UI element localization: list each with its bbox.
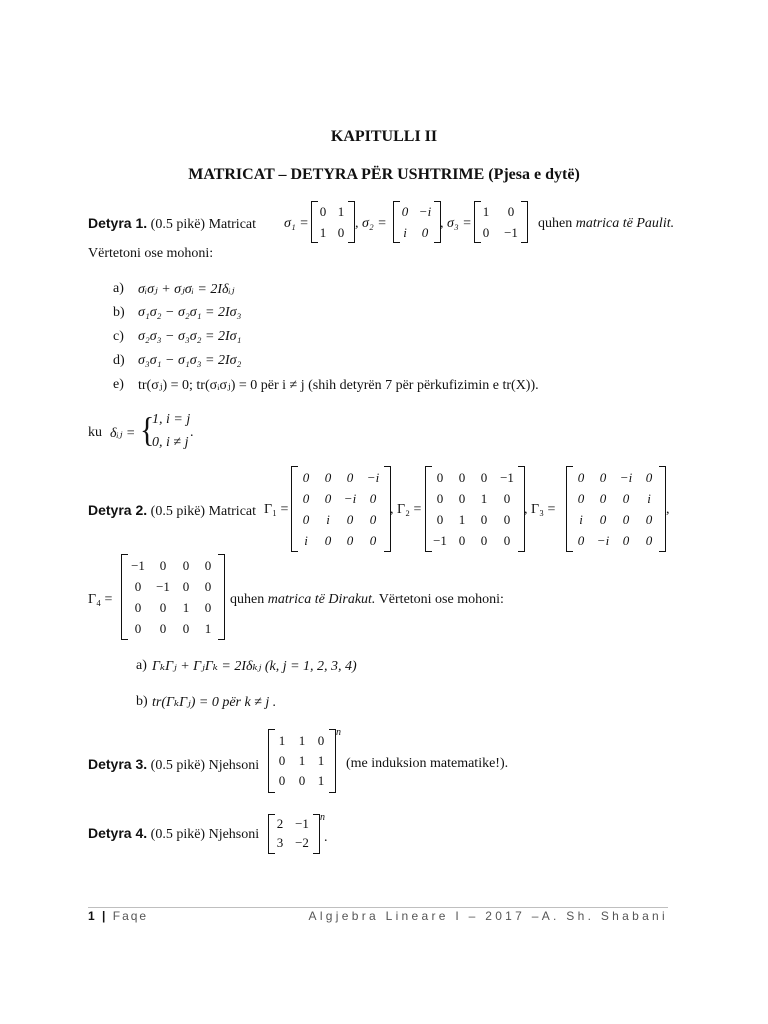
d1-quhen xyxy=(538,216,674,232)
matrix-cell: 0 xyxy=(159,621,167,636)
matrix-cell: 0 xyxy=(346,470,354,485)
matrix-cell: −i xyxy=(619,470,633,485)
d1-item-label: e) xyxy=(113,377,124,392)
matrix-cell: i xyxy=(326,512,330,527)
matrix-d3 xyxy=(268,729,336,795)
matrix-sigma3 xyxy=(474,201,528,245)
matrix-cell: i xyxy=(579,512,583,527)
d3-label: Detyra 3. xyxy=(88,756,148,772)
sigma2-lhs: , σ₂ = xyxy=(355,216,387,231)
matrix-sigma1 xyxy=(311,201,355,245)
left-brace-icon: { xyxy=(140,411,155,450)
gamma3-comma: , xyxy=(666,502,670,517)
section-title: MATRICAT – DETYRA PËR USHTRIME (Pjesa e dytë) xyxy=(188,166,580,183)
matrix-cell: 0 xyxy=(645,512,653,527)
d2-points: (0.5 pikë) xyxy=(150,504,206,519)
d4-tail: . xyxy=(324,830,328,845)
d2-label: Detyra 2. xyxy=(88,502,148,518)
matrix-cell: 1 xyxy=(182,600,190,615)
matrix-cell: 0 xyxy=(577,491,585,506)
d1-item-formula: σᵢσⱼ + σⱼσᵢ = 2Iδᵢⱼ xyxy=(138,282,235,297)
matrix-cell: 0 xyxy=(599,491,607,506)
matrix-cell: 1 xyxy=(317,773,325,788)
gamma4-lhs: Γ₄ = xyxy=(88,592,113,607)
matrix-cell: 0 xyxy=(577,533,585,548)
matrix-gamma2 xyxy=(425,466,525,554)
matrix-cell: 0 xyxy=(480,512,488,527)
matrix-cell: 0 xyxy=(503,533,511,548)
footer-divider xyxy=(88,907,668,908)
matrix-sigma2 xyxy=(393,201,441,245)
page-number: 1 xyxy=(88,909,97,923)
d1-item-label: b) xyxy=(113,305,125,320)
matrix-cell: −1 xyxy=(500,470,514,485)
gamma2-lhs: , Γ₂ = xyxy=(390,502,422,517)
matrix-cell: −2 xyxy=(295,835,309,850)
matrix-cell: −i xyxy=(596,533,610,548)
matrix-cell: 0 xyxy=(482,225,490,240)
matrix-cell: 1 xyxy=(317,753,325,768)
matrix-cell: 0 xyxy=(317,733,325,748)
d2-item-formula: tr(ΓₖΓⱼ) = 0 për k ≠ j . xyxy=(152,695,277,710)
matrix-gamma1 xyxy=(291,466,391,554)
matrix-cell: 0 xyxy=(507,204,515,219)
matrix-cell: −i xyxy=(418,204,432,219)
matrix-gamma3 xyxy=(566,466,666,554)
matrix-cell: −1 xyxy=(433,533,447,548)
matrix-cell: 0 xyxy=(503,512,511,527)
matrix-cell: 0 xyxy=(302,491,310,506)
matrix-cell: 0 xyxy=(134,600,142,615)
d3-points: (0.5 pikë) xyxy=(150,758,206,773)
d1-item-label: d) xyxy=(113,353,125,368)
matrix-cell: 0 xyxy=(645,533,653,548)
matrix-cell: 0 xyxy=(324,470,332,485)
matrix-cell: 0 xyxy=(622,533,630,548)
exponent-n: n xyxy=(320,812,325,823)
matrix-cell: 0 xyxy=(134,621,142,636)
d1-heading xyxy=(88,215,256,233)
matrix-cell: 2 xyxy=(276,816,284,831)
d2-item-label: b) xyxy=(136,694,148,709)
sigma1-lhs: σ₁ = xyxy=(284,216,309,231)
matrix-cell: 0 xyxy=(324,533,332,548)
matrix-cell: 3 xyxy=(276,835,284,850)
exponent-n: n xyxy=(336,727,341,738)
matrix-cell: 0 xyxy=(346,512,354,527)
d2-prompt: Vërtetoni ose mohoni: xyxy=(378,592,504,607)
matrix-cell: 0 xyxy=(645,470,653,485)
d2-item-label: a) xyxy=(136,658,147,673)
matrix-d4 xyxy=(268,814,320,856)
d1-points: (0.5 pikë) xyxy=(150,217,206,232)
matrix-cell: −1 xyxy=(295,816,309,831)
d1-item-formula: σ₂σ₃ − σ₃σ₂ = 2Iσ₁ xyxy=(138,329,242,344)
d4-lead: Njehsoni xyxy=(208,827,260,842)
footer-separator: | xyxy=(102,909,108,923)
matrix-cell: 0 xyxy=(369,512,377,527)
matrix-cell: 0 xyxy=(278,753,286,768)
matrix-cell: 0 xyxy=(599,470,607,485)
footer-right: Algjebra Lineare I – 2017 –A. Sh. Shabani xyxy=(308,909,668,923)
d1-item-label: a) xyxy=(113,281,124,296)
d1-item-formula: σ₃σ₁ − σ₁σ₃ = 2Iσ₂ xyxy=(138,353,242,368)
ku-text: ku xyxy=(88,425,102,440)
matrix-cell: i xyxy=(304,533,308,548)
pauli-name: matrica të Paulit. xyxy=(575,216,675,231)
matrix-cell: 0 xyxy=(421,225,429,240)
matrix-cell: 0 xyxy=(159,558,167,573)
matrix-cell: −1 xyxy=(131,558,145,573)
d4-label: Detyra 4. xyxy=(88,825,148,841)
matrix-cell: 0 xyxy=(436,512,444,527)
matrix-cell: 0 xyxy=(369,533,377,548)
d4-heading xyxy=(88,825,259,843)
d2-lead: Matricat xyxy=(208,504,257,519)
matrix-cell: 1 xyxy=(458,512,466,527)
matrix-cell: 0 xyxy=(401,204,409,219)
d1-item-label: c) xyxy=(113,329,124,344)
dirac-name: matrica të Dirakut. xyxy=(267,592,376,607)
d1-lead: Matricat xyxy=(208,217,257,232)
matrix-cell: 0 xyxy=(622,512,630,527)
matrix-cell: 0 xyxy=(577,470,585,485)
d4-points: (0.5 pikë) xyxy=(150,827,206,842)
matrix-cell: 0 xyxy=(278,773,286,788)
matrix-cell: 0 xyxy=(324,491,332,506)
matrix-cell: 0 xyxy=(204,558,212,573)
delta-case: 0, i ≠ j xyxy=(152,435,189,450)
d3-tail: (me induksion matematike!). xyxy=(346,756,509,771)
matrix-cell: 0 xyxy=(302,470,310,485)
d2-heading xyxy=(88,502,256,520)
matrix-cell: 0 xyxy=(458,470,466,485)
matrix-cell: 0 xyxy=(134,579,142,594)
matrix-cell: 0 xyxy=(182,558,190,573)
matrix-cell: 1 xyxy=(204,621,212,636)
sigma3-lhs: , σ₃ = xyxy=(440,216,472,231)
matrix-cell: −1 xyxy=(504,225,518,240)
d1-label: Detyra 1. xyxy=(88,215,148,231)
matrix-cell: 0 xyxy=(159,600,167,615)
matrix-cell: 0 xyxy=(319,204,327,219)
matrix-cell: −i xyxy=(343,491,357,506)
chapter-title: KAPITULLI II xyxy=(330,128,438,145)
matrix-cell: 0 xyxy=(458,491,466,506)
matrix-cell: 0 xyxy=(503,491,511,506)
matrix-cell: −i xyxy=(366,470,380,485)
matrix-cell: 1 xyxy=(337,204,345,219)
footer-faqe: Faqe xyxy=(112,909,149,923)
delta-period: . xyxy=(190,425,194,440)
matrix-cell: 0 xyxy=(436,470,444,485)
matrix-cell: 1 xyxy=(278,733,286,748)
matrix-cell: 0 xyxy=(622,491,630,506)
delta-case: 1, i = j xyxy=(152,412,191,427)
matrix-cell: 0 xyxy=(436,491,444,506)
footer-left xyxy=(88,909,148,923)
matrix-cell: 0 xyxy=(182,579,190,594)
matrix-cell: i xyxy=(403,225,407,240)
matrix-cell: −1 xyxy=(156,579,170,594)
matrix-cell: 0 xyxy=(337,225,345,240)
matrix-cell: i xyxy=(647,491,651,506)
matrix-cell: 1 xyxy=(319,225,327,240)
matrix-cell: 1 xyxy=(298,753,306,768)
d2-item-formula: ΓₖΓⱼ + ΓⱼΓₖ = 2Iδₖⱼ (k, j = 1, 2, 3, 4) xyxy=(152,659,357,674)
d1-prompt: Vërtetoni ose mohoni: xyxy=(88,246,214,261)
d2-quhen xyxy=(230,592,504,608)
matrix-cell: 0 xyxy=(458,533,466,548)
matrix-cell: 0 xyxy=(599,512,607,527)
matrix-cell: 0 xyxy=(480,470,488,485)
matrix-cell: 0 xyxy=(204,579,212,594)
matrix-cell: 1 xyxy=(298,733,306,748)
d1-item-formula: tr(σⱼ) = 0; tr(σᵢσⱼ) = 0 për i ≠ j (shih detyrën 7 për përkufizimin e tr(X)). xyxy=(138,378,539,393)
matrix-cell: 0 xyxy=(369,491,377,506)
matrix-cell: 0 xyxy=(480,533,488,548)
matrix-cell: 1 xyxy=(482,204,490,219)
quhen-text: quhen xyxy=(538,216,573,231)
d3-lead: Njehsoni xyxy=(208,758,260,773)
delta-lhs: δᵢⱼ = xyxy=(110,426,136,441)
matrix-cell: 0 xyxy=(346,533,354,548)
matrix-cell: 1 xyxy=(480,491,488,506)
matrix-gamma4 xyxy=(121,554,225,642)
gamma3-lhs: , Γ₃ = xyxy=(524,502,556,517)
d1-item-formula: σ₁σ₂ − σ₂σ₁ = 2Iσ₃ xyxy=(138,305,242,320)
matrix-cell: 0 xyxy=(204,600,212,615)
matrix-cell: 0 xyxy=(302,512,310,527)
matrix-cell: 0 xyxy=(182,621,190,636)
matrix-cell: 0 xyxy=(298,773,306,788)
d3-heading xyxy=(88,756,259,774)
gamma1-lhs: Γ₁ = xyxy=(264,502,289,517)
quhen-text: quhen xyxy=(230,592,265,607)
